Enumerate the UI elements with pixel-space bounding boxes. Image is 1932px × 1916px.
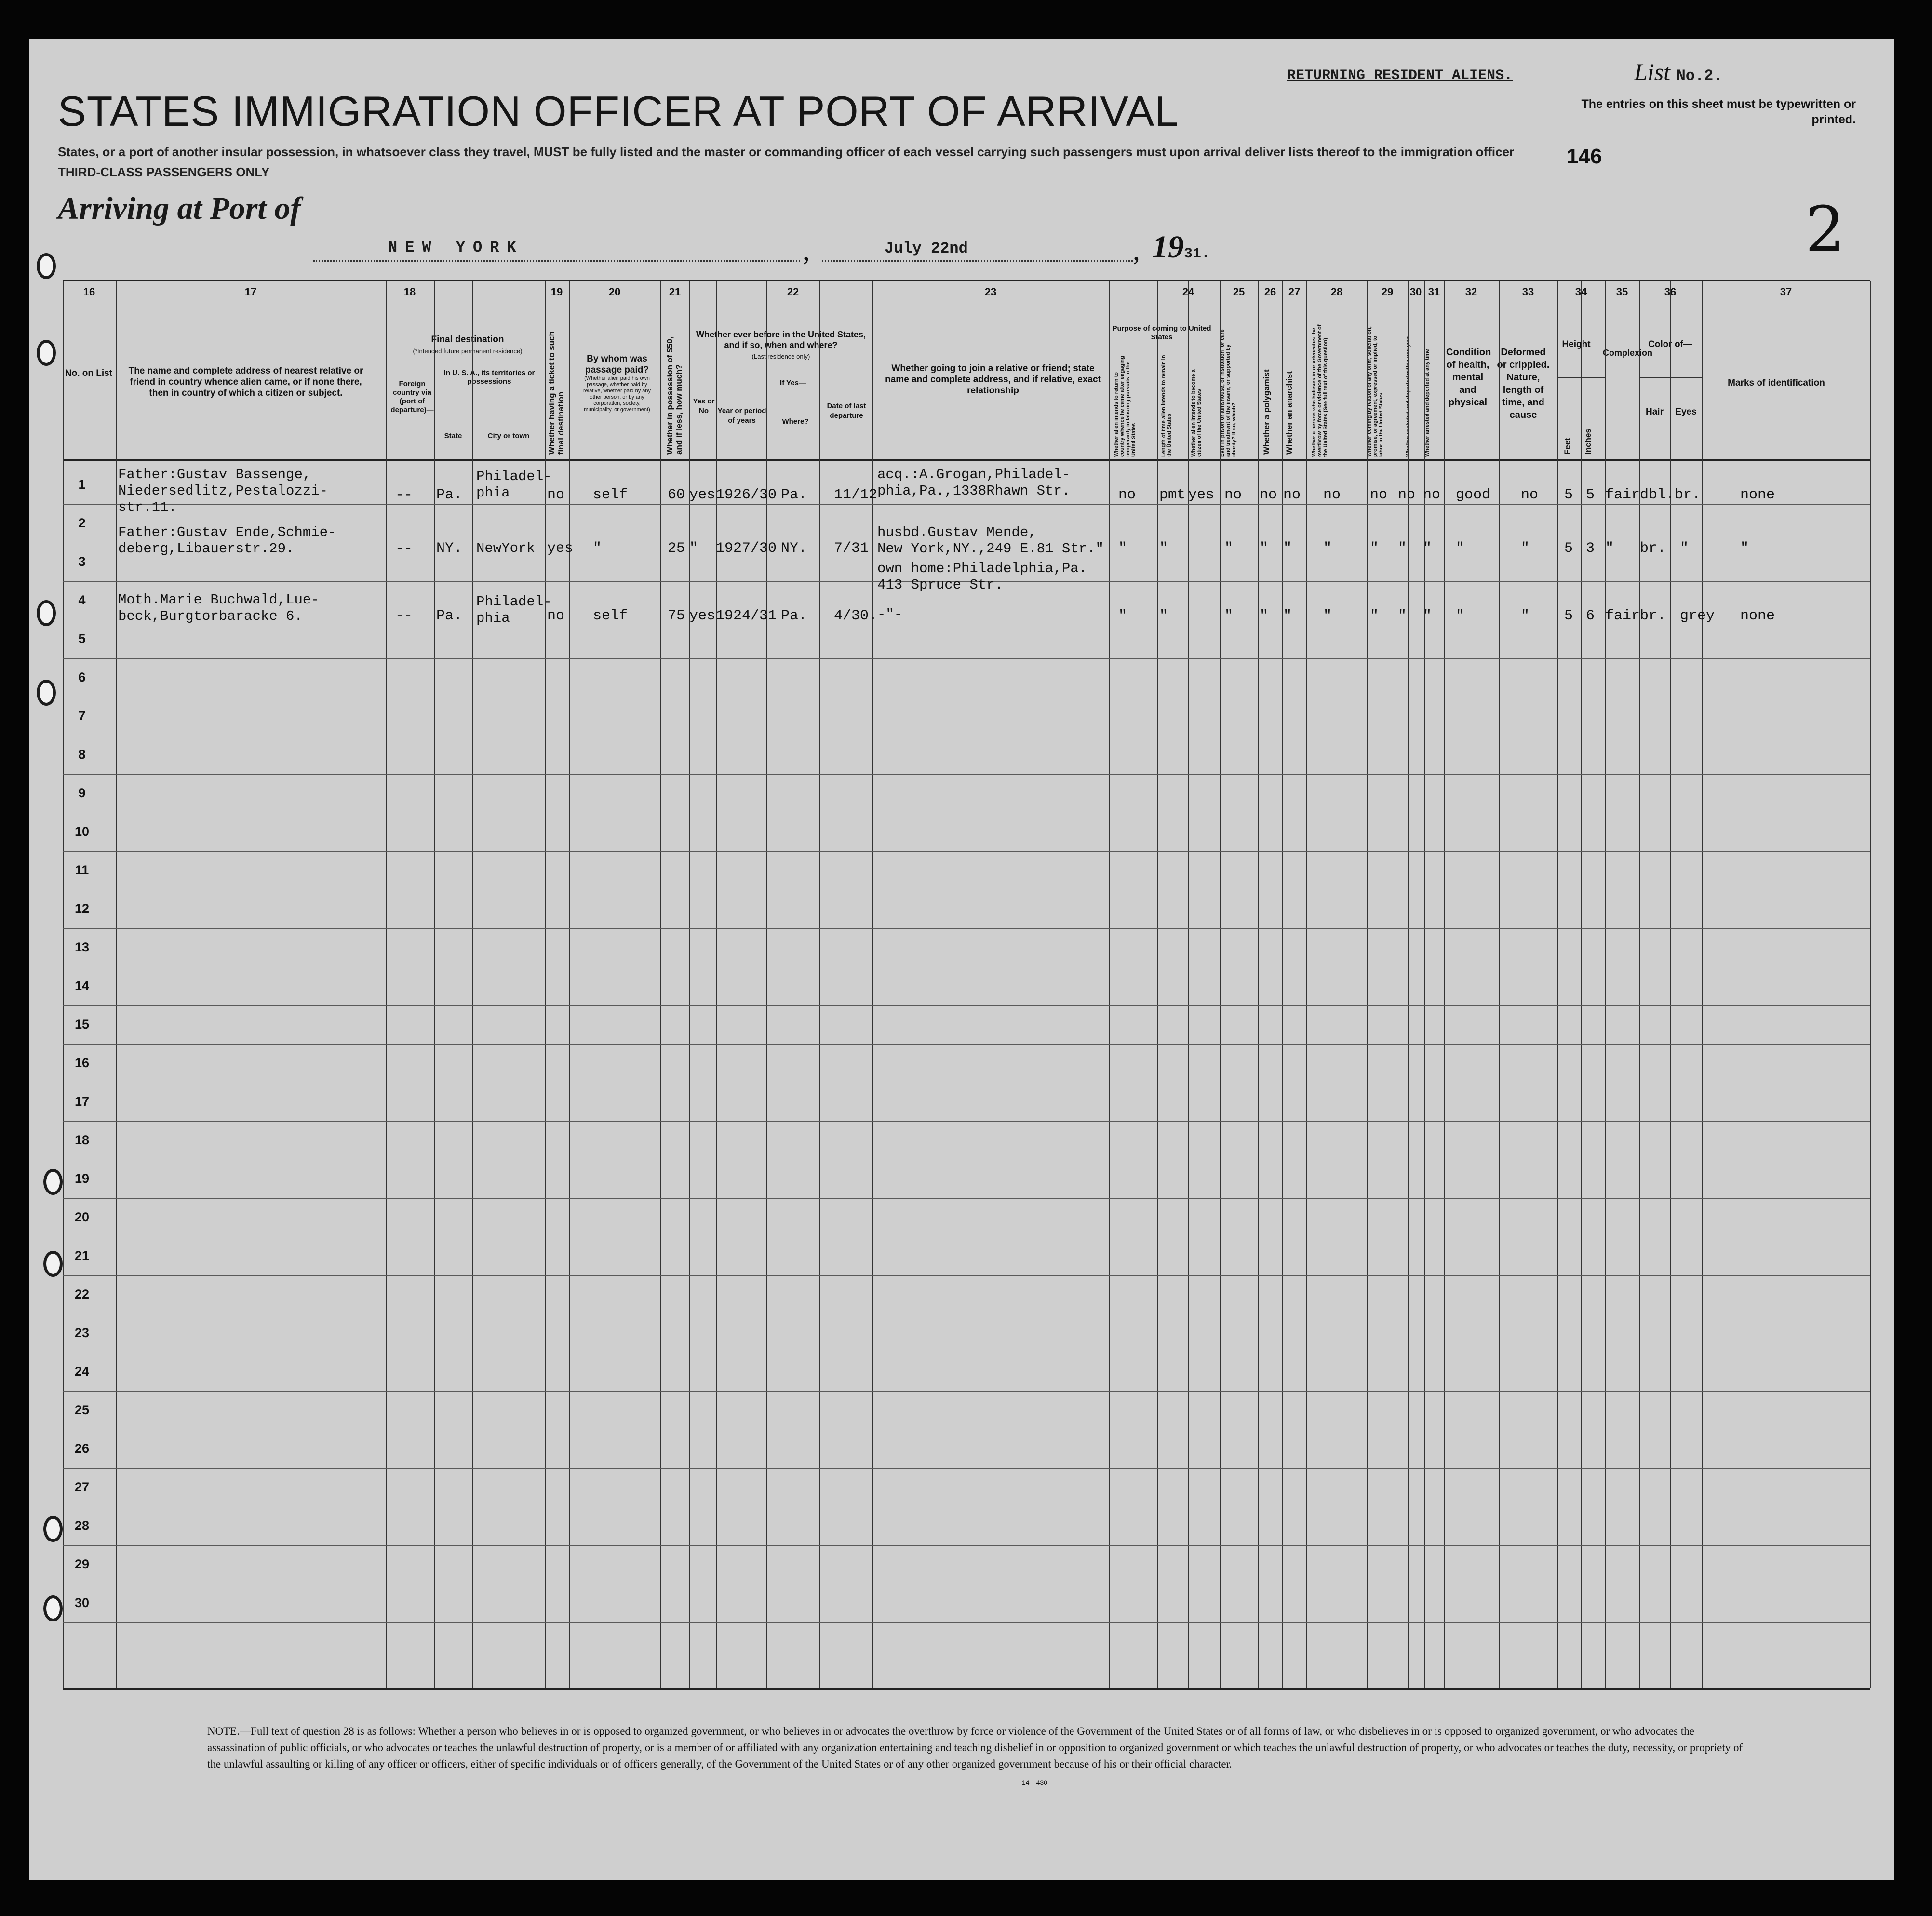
header-health: Condition of health, mental and physical (1446, 347, 1491, 408)
row-number: 9 (78, 786, 86, 800)
row-line (63, 1121, 1870, 1122)
row-number: 30 (74, 1595, 90, 1610)
header-purpose-b: Length of time alien intends to remain in the United States (1161, 355, 1172, 457)
before-cell: yes (689, 487, 716, 503)
foreign-country-cell: -- (395, 487, 413, 503)
purpose-length-cell: " (1159, 608, 1168, 624)
years-cell: 1924/31 (716, 608, 777, 624)
column-number: 33 (1522, 286, 1534, 298)
polygamist-cell: " (1260, 540, 1269, 557)
manifest-table (63, 280, 1870, 1690)
header-feet: Feet (1563, 438, 1572, 455)
joining-cell: husbd.Gustav Mende, (877, 524, 1037, 540)
row-number: 10 (74, 824, 90, 839)
binder-hole (37, 340, 56, 366)
column-number: 32 (1465, 286, 1477, 298)
hair-cell: br. (1640, 608, 1666, 624)
health-cell: " (1456, 540, 1465, 557)
column-number: 24 (1182, 286, 1194, 298)
header-polygamist: Whether a polygamist (1262, 369, 1271, 455)
instructions-text: The entries on this sheet must be typewritten or printed. (1581, 97, 1856, 126)
row-number: 27 (74, 1480, 90, 1494)
column-number: 17 (244, 286, 257, 298)
years-cell: 1926/30 (716, 487, 777, 503)
health-cell: good (1456, 487, 1491, 503)
foreign-country-cell: -- (395, 540, 413, 557)
binder-hole (43, 1516, 63, 1542)
row-line (63, 1545, 1870, 1546)
header-if-yes: If Yes— (780, 379, 806, 387)
complexion-cell: fair (1605, 487, 1640, 503)
departure-cell: 7/31 (834, 540, 869, 557)
where-cell: Pa. (781, 487, 807, 503)
column-divider (1870, 281, 1871, 1688)
column-divider (819, 281, 820, 1688)
row-number: 15 (74, 1017, 90, 1032)
row-line (63, 1198, 1870, 1199)
column-divider (1306, 281, 1307, 1688)
column-number: 36 (1664, 286, 1677, 298)
row-number: 6 (78, 670, 86, 684)
row-number: 4 (78, 593, 86, 607)
column-number: 37 (1780, 286, 1792, 298)
header-where: Where? (782, 417, 809, 426)
passage-cell: self (593, 608, 628, 624)
header-ticket: Whether having a ticket to such final destination (547, 331, 565, 455)
column-divider (1444, 281, 1445, 1688)
binder-hole (37, 600, 56, 626)
q31-cell: no (1423, 487, 1441, 503)
q30-cell: " (1398, 608, 1407, 624)
arriving-label: Arriving at Port of (58, 191, 301, 226)
header-prison: Ever in prison or almshouse, or institution for care and treatment of the insane, or supported by charity? If so, which? (1220, 329, 1237, 457)
sheet-number: 2 (1805, 193, 1845, 266)
column-number: 25 (1233, 286, 1245, 298)
city-cell: NewYork (476, 540, 535, 556)
anarchist-cell: no (1283, 487, 1301, 503)
header-q29: Whether coming by reason of any offer, solicitation, promise, or agreement, expressed or implied, to labor in the United States (1367, 326, 1384, 457)
header-year-period: Year or period of years (717, 407, 766, 425)
row-line (63, 1622, 1870, 1623)
row-number: 21 (74, 1248, 90, 1263)
column-number: 18 (403, 286, 416, 298)
header-divider (1639, 377, 1702, 378)
header-eyes: Eyes (1675, 407, 1697, 417)
eyes-cell: grey (1680, 608, 1715, 624)
row-line (63, 1468, 1870, 1469)
column-divider (472, 281, 473, 1688)
row-number: 19 (74, 1171, 90, 1186)
q29-cell: no (1370, 487, 1388, 503)
column-number: 21 (669, 286, 681, 298)
port-line (313, 260, 800, 262)
row-line (63, 851, 1870, 852)
foreign-country-cell: -- (395, 608, 413, 624)
anarchist-cell: " (1283, 608, 1292, 624)
column-number: 30 (1409, 286, 1422, 298)
row-number: 13 (74, 940, 90, 954)
row-line (63, 1005, 1870, 1006)
port-value: NEW YORK (388, 239, 524, 256)
row-line (63, 1275, 1870, 1276)
row-line (63, 1044, 1870, 1045)
subtitle: States, or a port of another insular possession, in whatsoever class they travel, MUST be fully listed and the master or commanding officer of each vessel carrying such passengers must upon arrival deliver lists thereof to the immigration officer (58, 145, 1515, 159)
joining-cell: 413 Spruce Str. (877, 577, 1004, 593)
ticket-cell: no (547, 487, 565, 503)
city-cell: Philadel- (476, 469, 552, 484)
joining-cell: New York,NY.,249 E.81 Str." (877, 541, 1104, 557)
row-number: 3 (78, 554, 86, 569)
header-height: Height (1562, 339, 1591, 349)
header-divider (1557, 377, 1605, 378)
before-cell: " (689, 540, 698, 557)
ticket-cell: yes (547, 540, 574, 557)
header-q31: Whether arrested and deported at any time (1424, 349, 1430, 457)
row-number: 29 (74, 1557, 90, 1571)
column-number: 31 (1428, 286, 1440, 298)
joining-cell: -"- (877, 606, 903, 622)
polygamist-cell: no (1260, 487, 1277, 503)
row-line (63, 504, 1870, 505)
column-divider (1220, 281, 1221, 1688)
joining-cell: own home:Philadelphia,Pa. (877, 561, 1087, 576)
header-in-usa: In U. S. A., its territories or possessions (443, 369, 535, 386)
state-cell: Pa. (436, 487, 463, 503)
row-number: 18 (74, 1133, 90, 1147)
header-q28: Whether a person who believes in or advocates the overthrow by force or violence of the Government of the United States (See full text of this question) (1311, 324, 1328, 457)
row-number: 1 (78, 477, 86, 492)
city-cell: phia (476, 485, 510, 501)
page-title: STATES IMMIGRATION OFFICER AT PORT OF ARRIVAL (58, 87, 1179, 135)
binder-hole (37, 680, 56, 706)
binder-hole (43, 1251, 63, 1277)
column-number: 16 (83, 286, 95, 298)
row-number: 24 (74, 1364, 90, 1379)
header-anarchist: Whether an anarchist (1285, 371, 1294, 455)
binder-hole (43, 1595, 63, 1621)
relative-address: Moth.Marie Buchwald,Lue- (118, 592, 320, 608)
column-number: 22 (787, 286, 799, 298)
column-divider (1581, 281, 1582, 1688)
eyes-cell: " (1680, 540, 1689, 557)
q31-cell: " (1423, 540, 1432, 557)
header-color-of: Color of— (1648, 339, 1692, 349)
health-cell: " (1456, 608, 1465, 624)
header-purpose-a: Whether alien intends to return to country whence he came after engaging temporarily in laboring pursuits in the United States (1114, 356, 1137, 457)
before-cell: yes (689, 608, 716, 624)
q31-cell: " (1423, 608, 1432, 624)
header-final-destination: Final destination (*Intended future permanent residence) (413, 335, 523, 355)
row-number: 11 (75, 863, 89, 877)
column-number: 34 (1575, 286, 1587, 298)
header-q30: Whether excluded and deported within one year (1405, 336, 1411, 457)
q28-cell: " (1323, 608, 1332, 624)
row-number: 14 (74, 978, 90, 993)
header-purpose-c: Whether alien intends to become a citizen of the United States (1191, 369, 1202, 457)
relative-address: Father:Gustav Bassenge, (118, 467, 311, 482)
height-feet-cell: 5 (1564, 608, 1573, 624)
purpose-length-cell: pmt (1159, 487, 1186, 503)
q30-cell: " (1398, 540, 1407, 557)
relative-address: Niedersedlitz,Pestalozzi- (118, 483, 328, 499)
hair-cell: dbl.br. (1640, 487, 1701, 503)
purpose-return-cell: " (1118, 608, 1127, 624)
money-cell: 25 (668, 540, 685, 557)
column-divider (1157, 281, 1158, 1688)
header-date-departure: Date of last departure (827, 402, 866, 420)
q29-cell: " (1370, 608, 1379, 624)
header-city: City or town (487, 432, 530, 440)
relative-address: beck,Burgtorbaracke 6. (118, 608, 303, 624)
column-divider (545, 281, 546, 1688)
category-label: RETURNING RESIDENT ALIENS. (1287, 67, 1513, 84)
hair-cell: br. (1640, 540, 1666, 557)
column-divider (1258, 281, 1259, 1688)
relative-address: Father:Gustav Ende,Schmie- (118, 524, 336, 540)
header-complexion: Complexion (1603, 348, 1653, 358)
departure-cell: 11/12 (834, 487, 878, 503)
q30-cell: no (1398, 487, 1416, 503)
binder-hole (37, 253, 56, 279)
column-number: 26 (1264, 286, 1276, 298)
date-line (822, 260, 1133, 262)
row-number: 7 (78, 709, 86, 723)
footnote-question-28: NOTE.—Full text of question 28 is as follows: Whether a person who believes in or is opposed to organized government, or who believes in or advocates the overthrow by force or violence of the Government of the United States or of all forms of law, or who disbelieves in or is opposed to organized government, or who advocates the assassination of public officials, or who advocates or teaches the unlawful destruction of property, or is a member of or affiliated with any organization entertaining and teaching disbelief in or opposition to organized government or which teaches the unlawful destruction of property, or who advocates or teaches the duty, necessity, or propriety of the unlawful assaulting or killing of any officer or officers, either of specific individuals or of officers generally, of the Government of the United States or of any other organized government because of his or their official character. (207, 1725, 1743, 1770)
header-relative: The name and complete address of nearest relative or friend in country whence alien came, or if none there, then in country of which a citizen or subject. (128, 366, 363, 398)
row-number: 8 (78, 747, 86, 762)
prison-cell: no (1224, 487, 1242, 503)
column-number: 35 (1616, 286, 1628, 298)
list-number: List No.2. (1634, 58, 1723, 85)
q28-cell: no (1323, 487, 1341, 503)
where-cell: NY. (781, 540, 807, 557)
column-divider (1702, 281, 1703, 1688)
column-divider (434, 281, 435, 1688)
prison-cell: " (1224, 540, 1234, 557)
joining-cell: phia,Pa.,1338Rhawn Str. (877, 483, 1071, 499)
header-yes-or-no: Yes or No (693, 397, 715, 415)
relative-address: deberg,Libauerstr.29. (118, 541, 295, 557)
ticket-cell: no (547, 608, 565, 624)
row-number: 22 (74, 1287, 90, 1301)
header-hair: Hair (1646, 407, 1664, 417)
header-state: State (444, 432, 462, 440)
header-foreign-country: Foreign country via (port of departure)— (390, 380, 434, 414)
state-cell: NY. (436, 540, 463, 557)
row-number: 25 (74, 1403, 90, 1417)
q29-cell: " (1370, 540, 1379, 557)
complexion-cell: " (1605, 540, 1614, 557)
column-number: 20 (608, 286, 621, 298)
purpose-return-cell: " (1118, 540, 1127, 557)
header-deformed: Deformed or crippled. Nature, length of time, and cause (1497, 347, 1550, 420)
header-inches: Inches (1583, 429, 1593, 455)
column-number: 27 (1288, 286, 1301, 298)
header-money: Whether in possession of $50, and if less, how much? (665, 336, 684, 455)
height-feet-cell: 5 (1564, 487, 1573, 503)
page-number: 146 (1567, 145, 1602, 168)
years-cell: 1927/30 (716, 540, 777, 557)
column-divider (1367, 281, 1368, 1688)
marks-cell: none (1740, 608, 1775, 624)
passage-cell: self (593, 487, 628, 503)
deformed-cell: " (1521, 540, 1530, 557)
anarchist-cell: " (1283, 540, 1292, 557)
column-divider (1109, 281, 1110, 1688)
column-number: 23 (984, 286, 997, 298)
row-number: 16 (74, 1056, 90, 1070)
prison-cell: " (1224, 608, 1234, 624)
header-passage: By whom was passage paid? (Whether alien paid his own passage, whether paid by relative, whether paid by any other person, or by any corporation, society, municipality, or government) (583, 354, 651, 413)
purpose-length-cell: " (1159, 540, 1168, 557)
column-divider (1499, 281, 1500, 1688)
city-cell: phia (476, 610, 510, 626)
height-feet-cell: 5 (1564, 540, 1573, 557)
header-before: Whether ever before in the United States, and if so, when and where? (Last residence only) (696, 330, 866, 360)
row-number: 26 (74, 1441, 90, 1456)
row-line (63, 658, 1870, 659)
purpose-citizen-cell: yes (1188, 487, 1215, 503)
money-cell: 60 (668, 487, 685, 503)
deformed-cell: no (1521, 487, 1539, 503)
binder-hole (43, 1169, 63, 1195)
row-line (63, 1391, 1870, 1392)
passage-cell: " (593, 540, 602, 557)
form-number: 14—430 (1022, 1779, 1047, 1786)
column-number: 28 (1330, 286, 1343, 298)
state-cell: Pa. (436, 608, 463, 624)
row-line (63, 774, 1870, 775)
row-number: 28 (74, 1518, 90, 1533)
column-number: 29 (1381, 286, 1394, 298)
column-number: 19 (550, 286, 563, 298)
polygamist-cell: " (1260, 608, 1269, 624)
header-joining: Whether going to join a relative or friend; state name and complete address, and if relative, exact relationship (885, 363, 1101, 396)
height-inches-cell: 6 (1586, 608, 1595, 624)
row-number: 5 (78, 631, 86, 646)
date-value: July 22nd (885, 240, 968, 257)
height-inches-cell: 3 (1586, 540, 1595, 557)
deformed-cell: " (1521, 608, 1530, 624)
purpose-return-cell: no (1118, 487, 1136, 503)
column-divider (386, 281, 387, 1688)
row-number: 12 (74, 901, 90, 916)
money-cell: 75 (668, 608, 685, 624)
marks-cell: " (1740, 540, 1749, 557)
height-inches-cell: 5 (1586, 487, 1595, 503)
q28-cell: " (1323, 540, 1332, 557)
column-divider (660, 281, 661, 1688)
row-number: 20 (74, 1210, 90, 1224)
row-number: 17 (74, 1094, 90, 1109)
year-value: 1931. (1152, 229, 1210, 265)
where-cell: Pa. (781, 608, 807, 624)
marks-cell: none (1740, 487, 1775, 503)
class-line: THIRD-CLASS PASSENGERS ONLY (58, 165, 270, 179)
column-divider (569, 281, 570, 1688)
complexion-cell: fair (1605, 608, 1640, 624)
header-purpose: Purpose of coming to United States (1112, 324, 1211, 341)
row-number: 23 (74, 1326, 90, 1340)
row-number: 2 (78, 516, 86, 530)
relative-address: str.11. (118, 499, 177, 515)
row-line (63, 928, 1870, 929)
column-divider (116, 281, 117, 1688)
joining-cell: acq.:A.Grogan,Philadel- (877, 467, 1071, 482)
header-marks: Marks of identification (1728, 378, 1825, 388)
header-no-on-list: No. on List (65, 368, 113, 378)
column-divider (1557, 281, 1558, 1688)
city-cell: Philadel- (476, 594, 552, 610)
departure-cell: 4/30. (834, 608, 878, 624)
